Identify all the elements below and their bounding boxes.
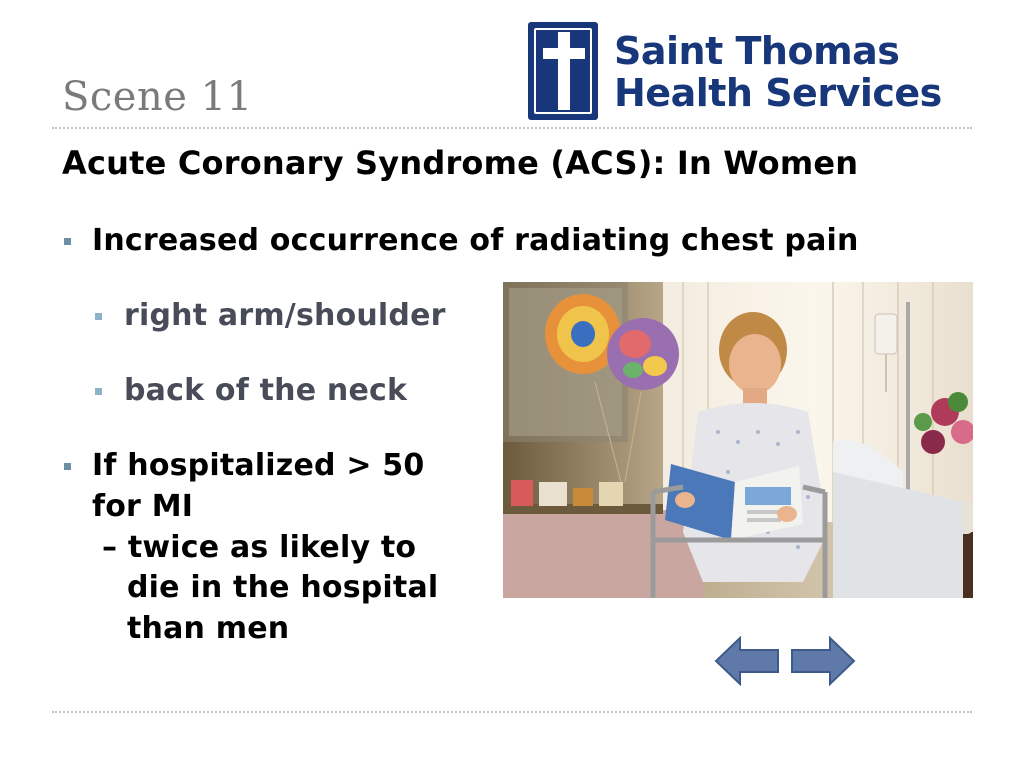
logo-line-2: Health Services: [614, 71, 942, 115]
slide-heading: Acute Coronary Syndrome (ACS): In Women: [62, 144, 859, 182]
bottom-divider: [52, 711, 972, 713]
sub-bullet-right-arm: right arm/shoulder: [124, 298, 446, 333]
top-divider: [52, 127, 972, 129]
arrow-left-icon[interactable]: [714, 636, 780, 686]
sub-bullet-marker: [95, 388, 102, 395]
sub-bullet-back-of-neck: back of the neck: [124, 373, 408, 408]
bullet-marker: [64, 463, 71, 470]
arrow-right-icon[interactable]: [790, 636, 856, 686]
bullet-hospitalized-line-1: If hospitalized > 50: [92, 448, 425, 483]
saint-thomas-logo: [528, 22, 968, 122]
sub-text-line-1: – twice as likely to: [102, 530, 417, 565]
sub-text-line-2: die in the hospital: [127, 570, 439, 605]
sub-text-line-3: than men: [127, 611, 290, 646]
bullet-hospitalized-line-2: for MI: [92, 489, 194, 524]
hospital-patient-photo: [503, 282, 973, 598]
logo-text: [614, 30, 942, 114]
sub-bullet-marker: [95, 313, 102, 320]
bullet-radiating-chest-pain: Increased occurrence of radiating chest pain: [92, 223, 859, 258]
cross-logo-icon: [528, 22, 598, 120]
bullet-marker: [64, 238, 71, 245]
slide-title: Scene 11: [62, 74, 253, 120]
logo-line-1: Saint Thomas: [614, 29, 900, 73]
